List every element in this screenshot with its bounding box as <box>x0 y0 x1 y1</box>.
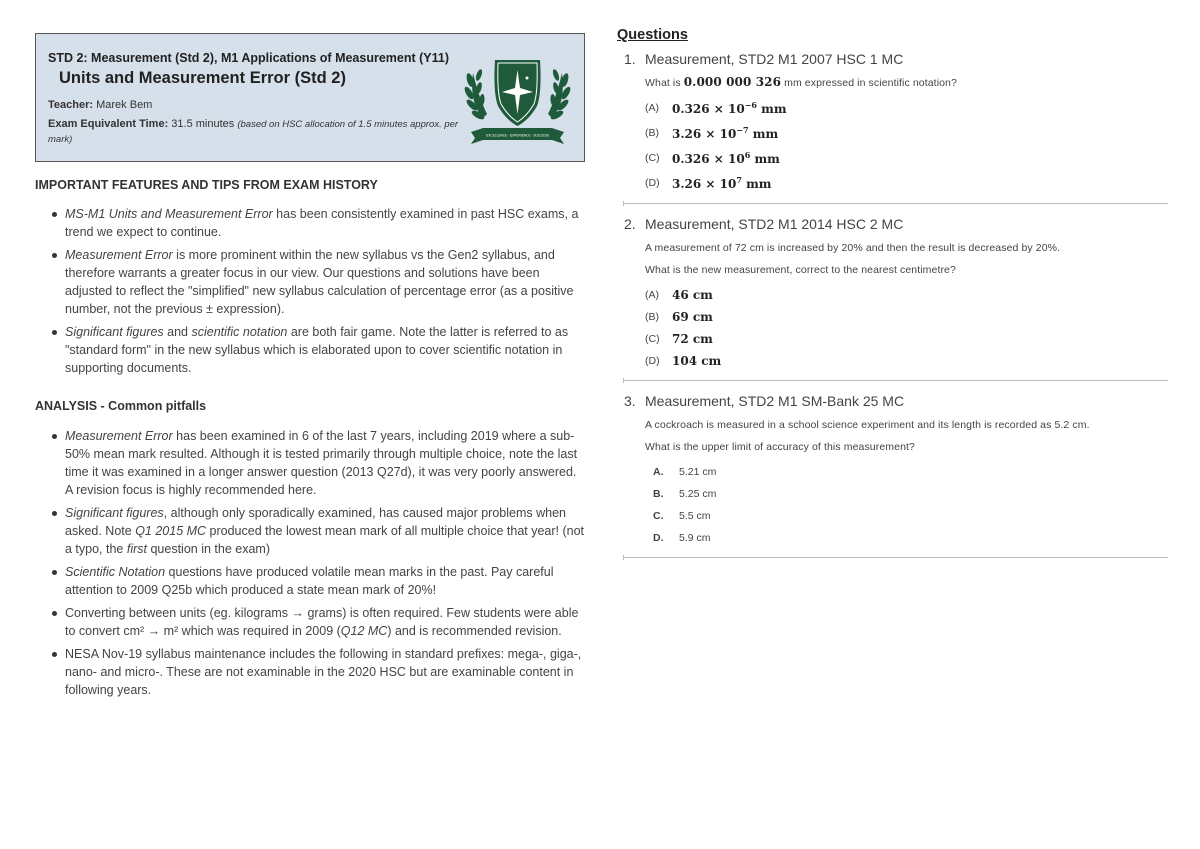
teacher-line <box>48 99 152 111</box>
question-3-option-d[interactable]: D. 5.9 cm <box>653 532 711 544</box>
course-title: STD 2: Measurement (Std 2), M1 Applications of Measurement (Y11) <box>48 51 450 65</box>
left-column <box>35 33 585 697</box>
logo-motto: EXCELLENCE · EXPERIENCE · SUCCESS <box>486 133 549 138</box>
list-item: Measurement Error is more prominent within the new syllabus vs the Gen2 syllabus, and therefore warrants a greater focus in our view. Our questions and solutions have been adjusted to reflect the "simplified" new syllabus calculation of percentage error (as a positive number, not the previous ± expression). <box>35 246 585 318</box>
exam-time-line <box>48 117 463 147</box>
teacher-label: Teacher: <box>48 99 94 111</box>
question-1-option-d[interactable]: (D) $3.26 \times 10^7$ mm <box>645 174 772 191</box>
teacher-name: Marek Bem <box>96 99 153 111</box>
list-item: Measurement Error has been examined in 6 of the last 7 years, including 2019 where a sub-50% mean mark resulted. Although it is tested primarily through multiple choice, note the last time it was examined in a longer answer question (2013 Q27d), it was very poorly answered. A revision focus is highly recommended here. <box>35 427 585 499</box>
analysis-heading: ANALYSIS - Common pitfalls <box>35 399 207 413</box>
question-2-option-a[interactable]: (A) 46 cm <box>645 288 713 302</box>
right-column <box>617 27 1167 570</box>
question-3-prompt: What is the upper limit of accuracy of this measurement? <box>645 441 915 453</box>
question-2-option-d[interactable]: (D) 104 cm <box>645 354 722 368</box>
question-3-title: 3. Measurement, STD2 M1 SM-Bank 25 MC <box>624 393 905 409</box>
question-3-option-c[interactable]: C. 5.5 cm <box>653 510 711 522</box>
question-3-option-b[interactable]: B. 5.25 cm <box>653 488 717 500</box>
list-item: MS-M1 Units and Measurement Error has been consistently examined in past HSC exams, a trend we expect to continue. <box>35 205 585 241</box>
tips-list <box>35 205 585 382</box>
question-2-prompt: What is the new measurement, correct to the nearest centimetre? <box>645 264 956 276</box>
list-item: Significant figures, although only sporadically examined, has caused major problems when asked. Note Q1 2015 MC produced the lowest mean mark of all multiple choice that year! (not a typo, the first question in the exam) <box>35 504 585 558</box>
list-item: Significant figures and scientific notation are both fair game. Note the latter is referred to as "standard form" in the new syllabus which is elaborated upon to cover scientific notation in supporting documents. <box>35 323 585 377</box>
question-1-title: 1. Measurement, STD2 M1 2007 HSC 1 MC <box>624 51 904 67</box>
question-divider <box>624 557 1168 558</box>
question-1-option-c[interactable]: (C) $0.326 \times 10^6$ mm <box>645 149 780 166</box>
question-divider <box>624 380 1168 381</box>
question-2-option-c[interactable]: (C) 72 cm <box>645 332 713 346</box>
topic-header-box <box>35 33 585 162</box>
question-divider <box>624 203 1168 204</box>
questions-heading: Questions <box>617 27 688 43</box>
school-crest-logo <box>461 48 574 148</box>
list-item: Converting between units (eg. kilograms → grams) is often required. Few students were able to convert cm² → m² which was required in 2009 (Q12 MC) and is recommended revision. <box>35 604 585 640</box>
tips-heading: IMPORTANT FEATURES AND TIPS FROM EXAM HISTORY <box>35 178 378 192</box>
page-title: Units and Measurement Error (Std 2) <box>59 69 346 87</box>
analysis-list <box>35 427 585 704</box>
question-3-text: A cockroach is measured in a school science experiment and its length is recorded as 5.2 cm. <box>645 419 1090 431</box>
list-item: Scientific Notation questions have produced volatile mean marks in the past. Pay careful attention to 2009 Q25b which produced a state mean mark of 20%! <box>35 563 585 599</box>
question-1-option-a[interactable]: (A) $0.326 \times 10^{-6}$ mm <box>645 99 787 116</box>
list-item: NESA Nov-19 syllabus maintenance includes the following in standard prefixes: mega-, giga-, nano- and micro-. These are not examinable in the 2020 HSC but are examinable content in following years. <box>35 645 585 699</box>
question-1-option-b[interactable]: (B) $3.26 \times 10^{-7}$ mm <box>645 124 779 141</box>
question-1-text: What is 0.000 000 326 mm expressed in scientific notation? <box>645 75 957 89</box>
exam-time-note: (based on HSC allocation of 1.5 minutes approx. per mark) <box>48 119 459 145</box>
question-2-option-b[interactable]: (B) 69 cm <box>645 310 713 324</box>
question-2-title: 2. Measurement, STD2 M1 2014 HSC 2 MC <box>624 216 904 232</box>
exam-time-value: 31.5 minutes <box>171 118 235 130</box>
question-3-option-a[interactable]: A. 5.21 cm <box>653 466 717 478</box>
exam-time-label: Exam Equivalent Time: <box>48 118 169 130</box>
question-2-text: A measurement of 72 cm is increased by 20% and then the result is decreased by 20%. <box>645 242 1061 254</box>
